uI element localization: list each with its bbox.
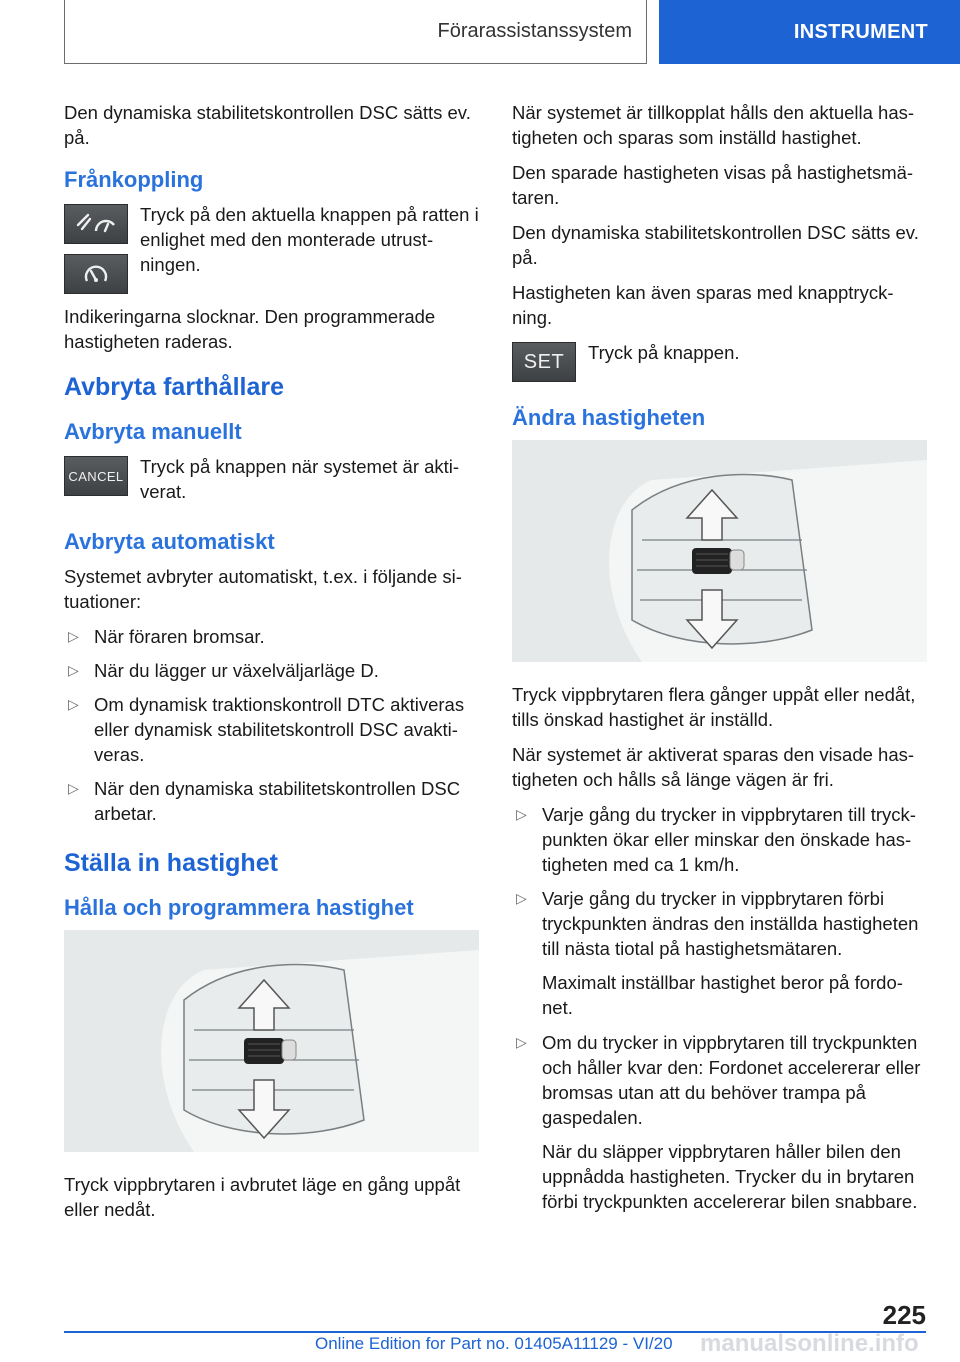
set-block: [512, 340, 927, 382]
item3-note: När du släpper vippbrytaren håller bilen den uppnådda hastigheten. Trycker du in brytaren förbi tryckpunkten accelererar bilen snabbare.: [542, 1141, 918, 1212]
item2-note: Maximalt inställbar hastighet beror på fordonet.: [542, 972, 903, 1018]
set-text: Tryck på knappen.: [588, 342, 740, 363]
andra-paragraph-1: Tryck vippbrytaren flera gånger uppåt eller nedåt, tills önskad hastighet är inställd.: [512, 684, 916, 730]
speed-limiter-icon: [64, 254, 128, 294]
auto-list: [64, 624, 479, 826]
cancel-button-image: CANCEL: [64, 456, 128, 496]
andra-paragraph-2: När systemet är aktiverat sparas den visade hastigheten och hålls så länge vägen är fri.: [512, 744, 915, 790]
list-item: ▷ Varje gång du trycker in vippbrytaren till tryckpunkten ökar eller minskar den önskade hastigheten med ca 1 km/h.: [516, 804, 916, 875]
andra-list-2: [512, 1030, 927, 1130]
triangle-bullet-icon: ▷: [68, 696, 79, 712]
intro-paragraph: Den dynamiska stabilitetskontrollen DSC sätts ev. på.: [64, 102, 471, 148]
triangle-bullet-icon: ▷: [68, 662, 79, 678]
right-paragraph-1: När systemet är tillkopplat hålls den aktuella hastigheten och sparas som inställd hastighet.: [512, 102, 915, 148]
frankoppling-text: Tryck på den aktuella knappen på ratten i enlighet med den monterade utrustningen.: [140, 204, 479, 275]
triangle-bullet-icon: ▷: [516, 806, 527, 822]
heading-automatiskt: Avbryta automatiskt: [64, 529, 275, 554]
list-item: ▷ När föraren bromsar.: [68, 626, 265, 647]
list-item: ▷ När du lägger ur växelväljarläge D.: [68, 660, 379, 681]
right-column: [512, 100, 927, 1224]
auto-paragraph: Systemet avbryter automatiskt, t.ex. i följande situationer:: [64, 566, 462, 612]
right-paragraph-3: Den dynamiska stabilitetskontrollen DSC sätts ev. på.: [512, 222, 919, 268]
heading-halla: Hålla och programmera hastighet: [64, 895, 414, 920]
heading-frankoppling: Frånkoppling: [64, 167, 204, 192]
right-paragraph-2: Den sparade hastigheten visas på hastighetsmätaren.: [512, 162, 914, 208]
list-item: ▷ Om dynamisk traktionskontroll DTC aktiveras eller dynamisk stabilitetskontroll DSC avaktiveras.: [68, 694, 465, 765]
heading-andra: Ändra hastigheten: [512, 405, 706, 430]
triangle-bullet-icon: ▷: [68, 780, 79, 796]
right-paragraph-4: Hastigheten kan även sparas med knapptryckning.: [512, 282, 894, 328]
set-button-image: SET: [512, 342, 576, 382]
page-number: 225: [882, 1300, 926, 1330]
heading-manuellt: Avbryta manuellt: [64, 419, 242, 444]
heading-avbryta: Avbryta farthållare: [64, 373, 284, 401]
frankoppling-block: [64, 202, 479, 294]
left-column: [64, 100, 479, 1232]
andra-list: [512, 802, 927, 961]
steering-wheel-rocker-image: [64, 930, 479, 1152]
triangle-bullet-icon: ▷: [68, 628, 79, 644]
halla-paragraph: Tryck vippbrytaren i avbrutet läge en gång uppåt eller nedåt.: [64, 1174, 461, 1220]
cancel-text: Tryck på knappen när systemet är aktiverat.: [140, 456, 460, 502]
chapter-tab[interactable]: INSTRUMENT: [659, 0, 960, 64]
list-item: ▷ När den dynamiska stabilitetskontrollen DSC arbetar.: [68, 778, 461, 824]
triangle-bullet-icon: ▷: [516, 890, 527, 906]
triangle-bullet-icon: ▷: [516, 1034, 527, 1050]
section-title: Förarassistanssystem: [64, 0, 647, 64]
list-item: ▷ Varje gång du trycker in vippbrytaren förbi tryckpunkten ändras den inställda hastigheten till nästa tiotal på hastighetsmätaren.: [516, 888, 919, 959]
steering-wheel-rocker-image: [512, 440, 927, 662]
watermark: manualsonline.info: [700, 1330, 919, 1357]
list-item: ▷ Om du trycker in vippbrytaren till tryckpunkten och håller kvar den: Fordonet accelererar eller bromsas utan att du behöver trampa på gaspedalen.: [516, 1032, 921, 1128]
cancel-block: [64, 454, 479, 504]
indikering-paragraph: Indikeringarna slocknar. Den programmerade hastigheten raderas.: [64, 306, 436, 352]
cruise-control-icon: [64, 204, 128, 244]
page-header: [0, 0, 960, 66]
edition-link[interactable]: Online Edition for Part no. 01405A11129 - VI/20: [315, 1334, 673, 1353]
heading-stalla: Ställa in hastighet: [64, 849, 278, 877]
